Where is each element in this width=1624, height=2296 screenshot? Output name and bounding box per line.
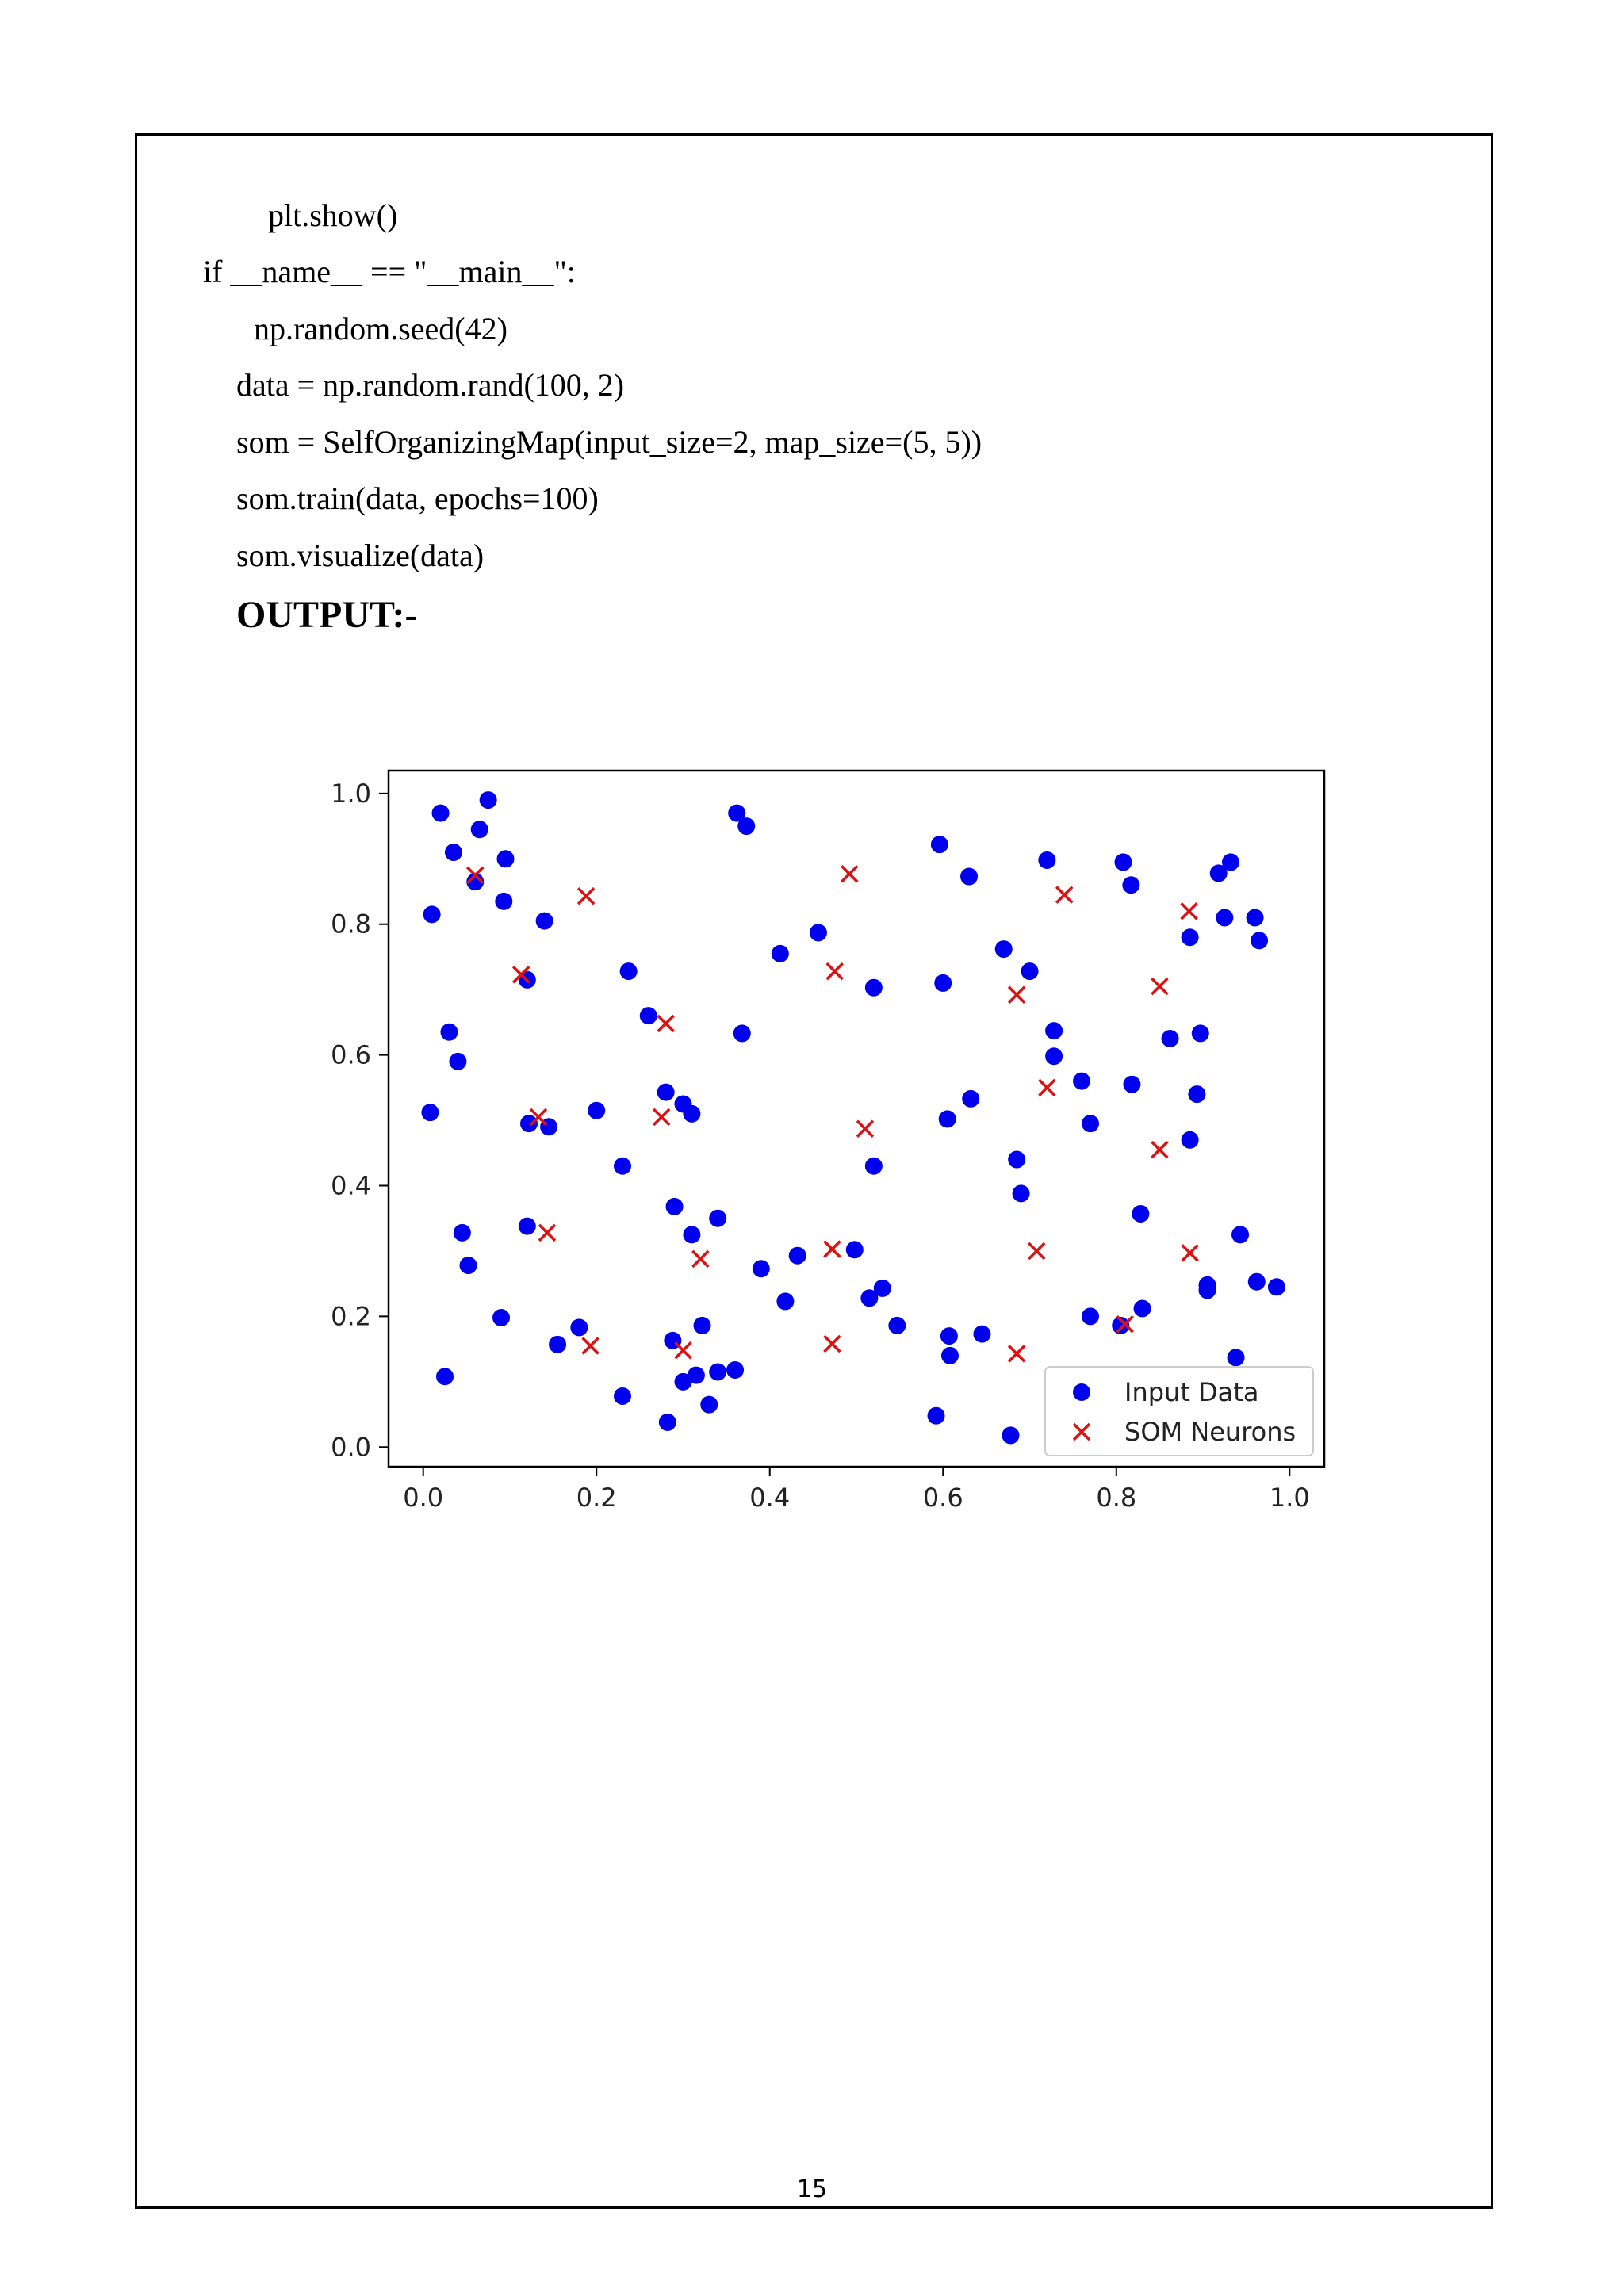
som-neuron-point bbox=[1009, 987, 1025, 1003]
input-data-point bbox=[421, 1104, 439, 1121]
input-data-point bbox=[940, 1327, 958, 1345]
x-tick-label: 0.8 bbox=[1096, 1483, 1137, 1513]
input-data-point bbox=[588, 1102, 605, 1119]
input-data-point bbox=[445, 844, 462, 861]
y-tick-label: 1.0 bbox=[331, 778, 371, 809]
output-heading: OUTPUT:- bbox=[236, 594, 418, 636]
input-data-point bbox=[688, 1367, 705, 1384]
input-data-point bbox=[1182, 1131, 1199, 1149]
input-data-point bbox=[1123, 1076, 1140, 1093]
input-data-point bbox=[973, 1326, 990, 1343]
input-data-point bbox=[570, 1318, 588, 1336]
input-data-point bbox=[449, 1053, 466, 1070]
input-data-point bbox=[995, 940, 1013, 958]
input-data-point bbox=[776, 1292, 794, 1310]
som-scatter-chart bbox=[301, 745, 1332, 1522]
input-data-point bbox=[1192, 1024, 1209, 1042]
legend-marker bbox=[1073, 1383, 1090, 1401]
input-data-point bbox=[1115, 853, 1132, 871]
som-neuron-point bbox=[692, 1251, 708, 1267]
chart-svg bbox=[301, 745, 1332, 1522]
som-neuron-point bbox=[824, 1241, 840, 1257]
input-data-point bbox=[1082, 1307, 1099, 1325]
som-neuron-point bbox=[1009, 1345, 1025, 1361]
input-data-point bbox=[753, 1260, 770, 1277]
input-data-point bbox=[1045, 1047, 1063, 1065]
input-data-point bbox=[454, 1224, 471, 1242]
input-data-point bbox=[888, 1317, 906, 1334]
input-data-point bbox=[939, 1110, 956, 1127]
x-tick-label: 1.0 bbox=[1269, 1483, 1310, 1513]
input-data-point bbox=[934, 974, 952, 992]
som-neuron-point bbox=[658, 1016, 674, 1031]
input-data-point bbox=[683, 1105, 700, 1123]
input-data-point bbox=[709, 1363, 726, 1380]
input-data-point bbox=[536, 913, 553, 930]
som-neuron-point bbox=[539, 1225, 555, 1241]
input-data-point bbox=[694, 1317, 711, 1334]
input-data-point bbox=[1134, 1299, 1151, 1317]
som-neuron-point bbox=[824, 1336, 840, 1352]
input-data-point bbox=[1216, 909, 1233, 926]
input-data-point bbox=[1021, 962, 1039, 980]
som-neuron-point bbox=[841, 866, 857, 882]
input-data-point bbox=[1199, 1281, 1216, 1299]
input-data-point bbox=[683, 1226, 700, 1243]
input-data-point bbox=[1082, 1115, 1099, 1132]
code-line-4: data = np.random.rand(100, 2) bbox=[236, 367, 625, 403]
input-data-point bbox=[432, 805, 450, 822]
input-data-point bbox=[931, 836, 948, 853]
som-neuron-point bbox=[827, 963, 843, 979]
input-data-point bbox=[960, 868, 978, 886]
input-data-point bbox=[865, 1158, 883, 1175]
input-data-point bbox=[772, 945, 789, 962]
code-line-2: if __name__ == "__main__": bbox=[203, 254, 576, 289]
input-data-point bbox=[520, 1115, 538, 1132]
input-data-point bbox=[666, 1198, 684, 1215]
page-number: 15 bbox=[796, 2175, 828, 2203]
input-data-point bbox=[1008, 1151, 1025, 1169]
som-neuron-point bbox=[1039, 1080, 1055, 1096]
som-neuron-point bbox=[653, 1109, 669, 1125]
x-tick-label: 0.6 bbox=[922, 1483, 963, 1513]
input-data-point bbox=[480, 791, 497, 809]
input-data-point bbox=[423, 905, 441, 923]
y-tick-label: 0.2 bbox=[331, 1301, 371, 1332]
input-data-point bbox=[436, 1368, 454, 1385]
input-data-point bbox=[614, 1158, 631, 1175]
y-tick-label: 0.6 bbox=[331, 1039, 371, 1070]
series-input-data bbox=[421, 791, 1285, 1444]
input-data-point bbox=[495, 893, 512, 910]
input-data-point bbox=[726, 1361, 744, 1379]
input-data-point bbox=[1247, 909, 1264, 926]
input-data-point bbox=[1251, 932, 1268, 949]
input-data-point bbox=[700, 1396, 718, 1414]
input-data-point bbox=[1013, 1184, 1030, 1202]
input-data-point bbox=[657, 1084, 675, 1101]
som-neuron-point bbox=[857, 1121, 873, 1137]
code-line-5: som = SelfOrganizingMap(input_size=2, map_size=(5, 5)) bbox=[236, 424, 982, 460]
input-data-point bbox=[874, 1280, 891, 1297]
input-data-point bbox=[1222, 853, 1239, 871]
input-data-point bbox=[440, 1024, 458, 1041]
input-data-point bbox=[1248, 1273, 1266, 1291]
input-data-point bbox=[1182, 928, 1199, 946]
x-tick-label: 0.0 bbox=[403, 1483, 444, 1513]
som-neuron-point bbox=[675, 1342, 691, 1358]
input-data-point bbox=[1038, 851, 1055, 869]
input-data-point bbox=[810, 924, 827, 941]
input-data-point bbox=[497, 850, 515, 867]
input-data-point bbox=[789, 1247, 806, 1265]
series-som-neurons bbox=[467, 866, 1197, 1361]
input-data-point bbox=[1268, 1278, 1285, 1295]
som-neuron-point bbox=[1182, 1245, 1198, 1261]
input-data-point bbox=[471, 821, 488, 838]
code-line-6: som.train(data, epochs=100) bbox=[236, 480, 599, 516]
y-tick-label: 0.0 bbox=[331, 1432, 371, 1463]
input-data-point bbox=[962, 1090, 979, 1108]
input-data-point bbox=[492, 1309, 510, 1326]
x-tick-label: 0.2 bbox=[576, 1483, 617, 1513]
input-data-point bbox=[928, 1407, 945, 1425]
input-data-point bbox=[659, 1414, 676, 1431]
input-data-point bbox=[865, 979, 883, 997]
som-neuron-point bbox=[583, 1337, 599, 1353]
input-data-point bbox=[709, 1210, 726, 1227]
som-neuron-point bbox=[1182, 903, 1197, 919]
x-tick-label: 0.4 bbox=[749, 1483, 791, 1513]
som-neuron-point bbox=[578, 888, 594, 904]
plot-layer bbox=[421, 791, 1285, 1444]
input-data-point bbox=[1188, 1085, 1205, 1103]
input-data-point bbox=[1045, 1022, 1063, 1039]
y-tick-label: 0.4 bbox=[331, 1170, 371, 1201]
code-line-1: plt.show() bbox=[268, 197, 398, 233]
input-data-point bbox=[1002, 1426, 1019, 1444]
input-data-point bbox=[549, 1336, 566, 1353]
input-data-point bbox=[519, 1218, 536, 1235]
input-data-point bbox=[1122, 876, 1139, 894]
som-neuron-point bbox=[1056, 887, 1072, 903]
input-data-point bbox=[1231, 1226, 1249, 1243]
input-data-point bbox=[733, 1024, 751, 1042]
input-data-point bbox=[614, 1387, 631, 1405]
input-data-point bbox=[1073, 1073, 1090, 1090]
input-data-point bbox=[737, 817, 755, 835]
y-tick-label: 0.8 bbox=[331, 909, 371, 939]
som-neuron-point bbox=[1151, 978, 1167, 994]
legend-label: SOM Neurons bbox=[1124, 1417, 1297, 1447]
input-data-point bbox=[1228, 1349, 1245, 1366]
som-neuron-point bbox=[1151, 1142, 1167, 1158]
input-data-point bbox=[620, 962, 638, 980]
legend-label: Input Data bbox=[1124, 1377, 1259, 1407]
input-data-point bbox=[941, 1347, 959, 1364]
input-data-point bbox=[846, 1241, 864, 1258]
legend bbox=[1045, 1367, 1313, 1456]
input-data-point bbox=[1132, 1205, 1149, 1223]
input-data-point bbox=[460, 1257, 477, 1274]
som-neuron-point bbox=[1028, 1243, 1044, 1259]
code-line-7: som.visualize(data) bbox=[236, 538, 485, 573]
input-data-point bbox=[1162, 1030, 1179, 1047]
input-data-point bbox=[640, 1007, 657, 1024]
code-line-3: np.random.seed(42) bbox=[254, 311, 508, 346]
